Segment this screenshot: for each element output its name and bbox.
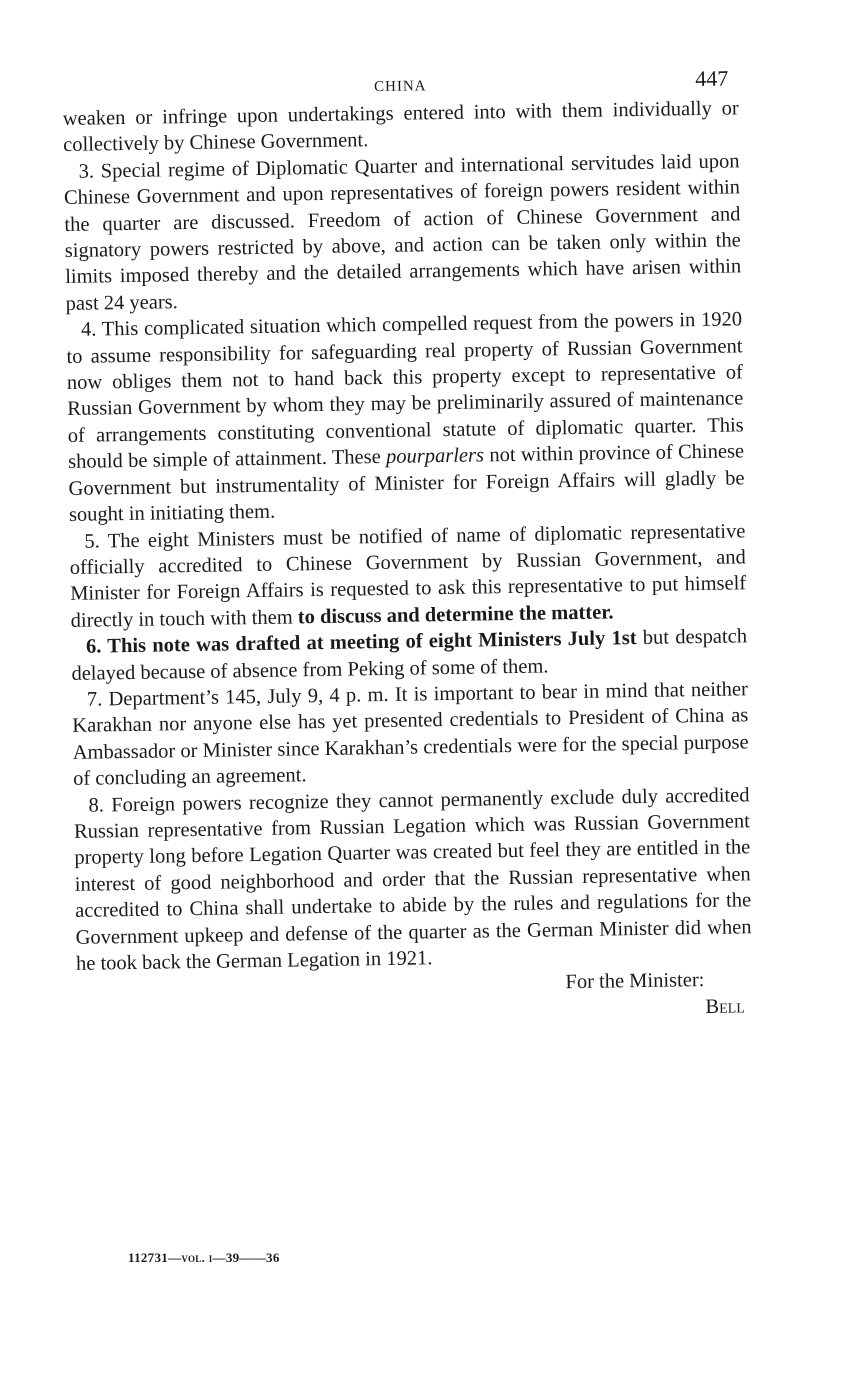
paragraph-4 [66,307,745,529]
signature-closing: For the Minister: [565,969,705,994]
paragraph-4-text-end: not within province of Chinese Government but instrumentality of Minister for Foreign Affairs will gladly be sought in initiating them. [68,440,745,527]
paragraph-4-italic-term: pourparlers [385,444,485,469]
printer-code-footer [128,1250,280,1266]
paragraph-8: 8. Foreign powers recognize they cannot permanently exclude duly accredited Russian representative from Russian Legation which was Russian Government property long before Legation Quarter was created but feel they are entitled in the interest of good neighborhood and order that the Russian representative when accredited to China shall undertake to abide by the rules and regulations for the Government upkeep and defense of the quarter as the German Minister did when he took back the German Legation in 1921. [73,783,752,975]
page-number: 447 [695,65,729,92]
paragraph-continuation: weaken or infringe upon undertakings entered into with them individually or collectively by Chinese Government. [62,97,739,157]
print-code-suffix: —39——36 [212,1250,280,1265]
print-code-volume: vol. i [181,1250,213,1265]
signature-block [76,967,753,1032]
paragraph-7: 7. Department’s 145, July 9, 4 p. m. It is important to bear in mind that neither Karakhan nor anyone else has yet presented credentials to President of China as Ambassador or Minister since Karakhan’s credentials were for the special purpose of concluding an agreement. [72,678,749,791]
signature-signer: Bell [705,995,745,1019]
paragraph-5 [69,518,747,634]
paragraph-6-bold-lead: 6. This note was drafted at meeting of eight Ministers July 1st [85,627,637,658]
running-head: CHINA [373,78,427,96]
paragraph-5-text: 5. The eight Ministers must be notified of name of diplomatic representative officially accredited to Chinese Government by Russian Government, and Minister for Foreign Affairs is requested to ask this representative to put himself directly in touch with them [69,519,747,632]
print-code-prefix: 112731— [128,1250,182,1265]
paragraph-4-text-start: 4. This complicated situation which compelled request from the powers in 1920 to assume responsibility for safeguarding real property of Russian Government now obliges them not to hand back this property except to representative of Russian Government by whom they may be preliminarily assured of maintenance of arrangements constituting conventional statute of diplomatic quarter. This should be simple of attainment. These [66,308,744,474]
paragraph-6-text: but despatch delayed because of absence from Peking of some of them. [71,625,748,685]
paragraph-3: 3. Special regime of Diplomatic Quarter and international servitudes laid upon Chinese Government and upon representatives of foreign powers resident within the quarter are discussed. Freedom of action of Chinese Government and signatory powers restricted by above, and action can be taken only within the limits imposed thereby and the detailed arrangements which have arisen within past 24 years. [63,150,742,315]
body-text [63,95,753,977]
paragraph-5-bold-tail: to discuss and determine the matter. [297,601,614,629]
document-page [62,59,753,1031]
